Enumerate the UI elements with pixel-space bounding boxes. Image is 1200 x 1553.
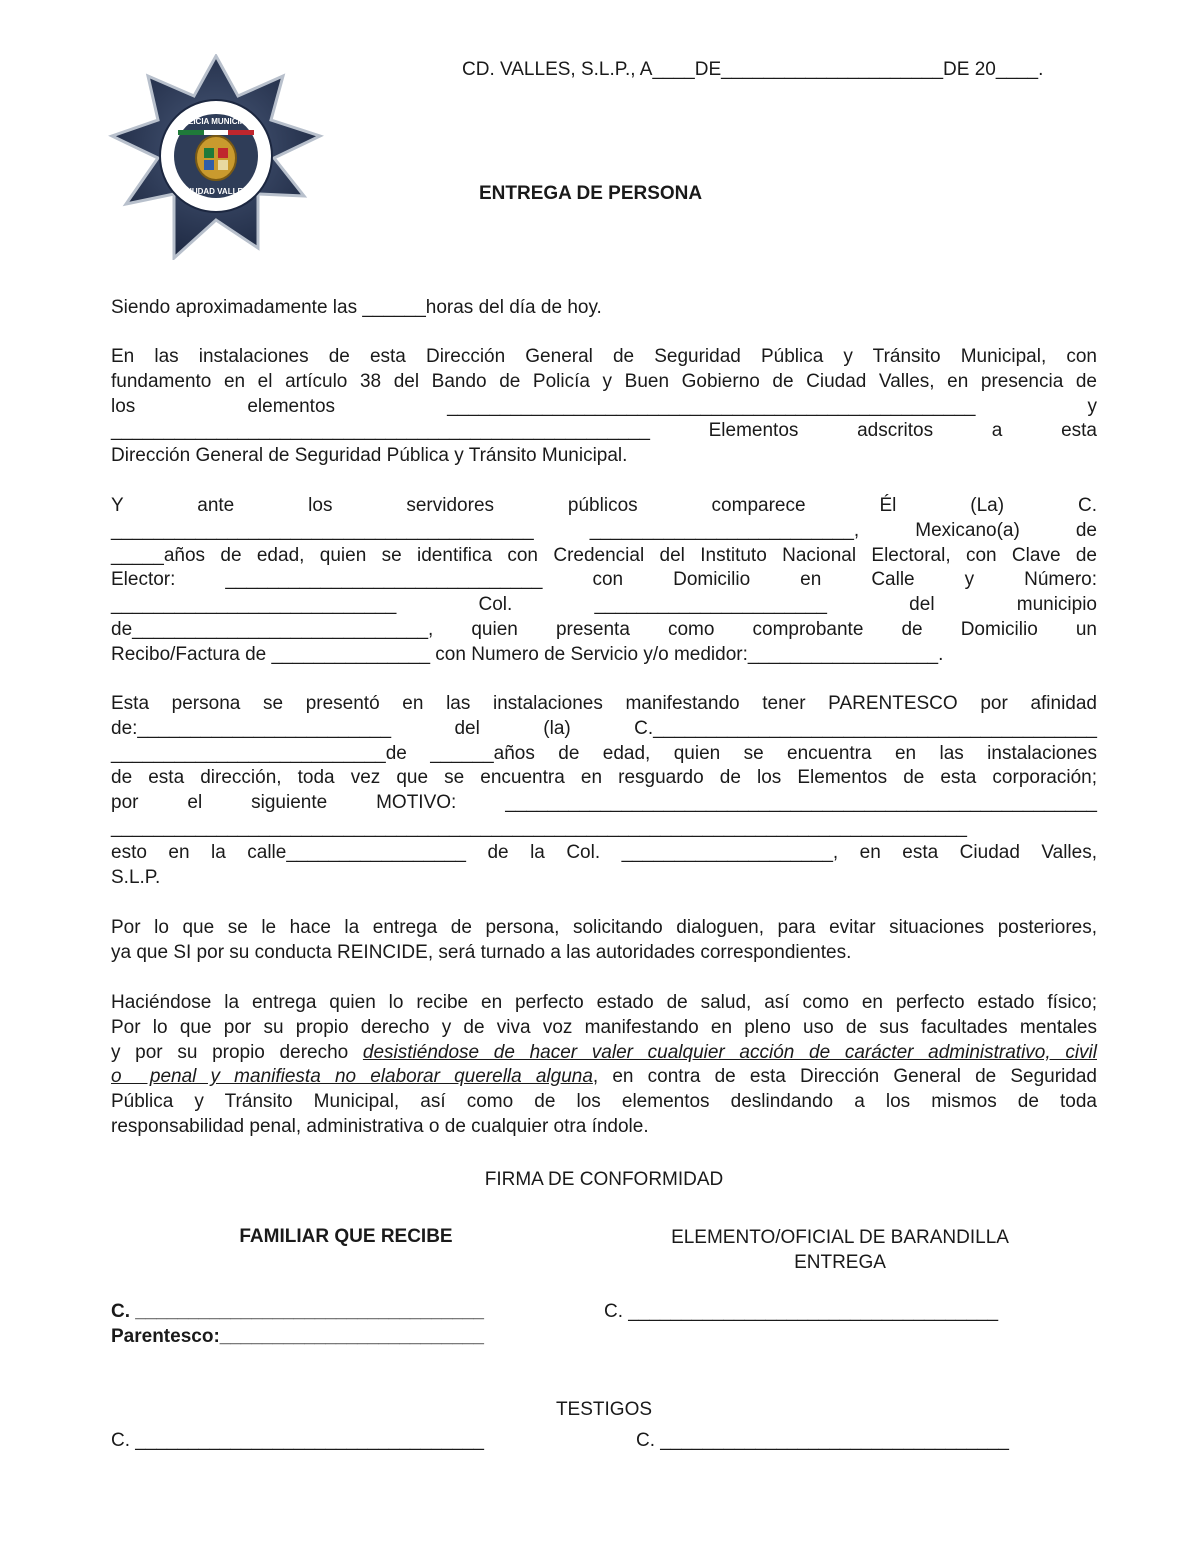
text-fragment: y por su propio derecho (111, 1041, 363, 1063)
text-line: Siendo aproximadamente las ______horas del día de hoy. (111, 297, 602, 318)
text-line: por el siguiente MOTIVO: ________________________________________________________ (111, 792, 1097, 814)
text-line: Haciéndose la entrega quien lo recibe en perfecto estado de salud, así como en perfecto estado físico; (111, 992, 1097, 1013)
left-signature-line: C. _________________________________ (111, 1301, 484, 1322)
paragraph-entrega (111, 916, 1097, 966)
parentesco-line: Parentesco:_________________________ (111, 1326, 484, 1347)
text-line: Por lo que se le hace la entrega de persona, solicitando dialoguen, para evitar situaciones posteriores, (111, 917, 1097, 938)
witness-line-1: C. _________________________________ (111, 1430, 484, 1451)
text-line: _____años de edad, quien se identifica con Credencial del Instituto Nacional Electoral, con Clave de (111, 544, 1097, 566)
text-line: ___________________________________________________ Elementos adscritos a esta (111, 420, 1097, 442)
text-line: ________________________________________ _________________________, Mexicano(a) de (111, 519, 1097, 541)
signature-heading: FIRMA DE CONFORMIDAD (484, 1169, 724, 1190)
paragraph-hour (111, 296, 1097, 321)
text-fragment: , en contra de esta Dirección General de Seguridad (592, 1066, 1097, 1088)
text-line: __________________________de ______años de edad, quien se encuentra en las instalaciones (111, 742, 1097, 764)
seal-bottom-text: CIUDAD VALLES (183, 187, 249, 196)
right-title-line: ELEMENTO/OFICIAL DE BARANDILLA (671, 1227, 1009, 1248)
paragraph-compareciente (111, 494, 1097, 668)
text-line: Recibo/Factura de _______________ con Numero de Servicio y/o medidor:__________________. (111, 643, 944, 665)
underlined-clause: desistiéndose de hacer valer cualquier acción de carácter administrativo, civil (362, 1041, 1097, 1063)
text-line: ___________________________ Col. ______________________ del municipio (111, 594, 1097, 616)
police-star-badge-icon (108, 54, 324, 260)
text-line: En las instalaciones de esta Dirección General de Seguridad Pública y Tránsito Municipal, con (111, 346, 1097, 367)
text-line: ya que SI por su conducta REINCIDE, será turnado a las autoridades correspondientes. (111, 941, 852, 963)
text-line: Elector: ______________________________ con Domicilio en Calle y Número: (111, 569, 1097, 591)
text-line: Y ante los servidores públicos comparece Él (La) C. (111, 495, 1097, 516)
text-line: Dirección General de Seguridad Pública y Tránsito Municipal. (111, 445, 628, 467)
right-title-line: ENTREGA (794, 1251, 886, 1273)
text-line: Esta persona se presentó en las instalaciones manifestando tener PARENTESCO por afinidad (111, 693, 1097, 714)
paragraph-parentesco (111, 692, 1097, 890)
text-line: los elementos __________________________________________________ y (111, 395, 1097, 417)
text-line: Pública y Tránsito Municipal, así como de los elementos deslindando a los mismos de toda (111, 1091, 1097, 1113)
text-line (111, 1065, 1097, 1090)
page-title: ENTREGA DE PERSONA (479, 183, 703, 204)
witnesses-heading: TESTIGOS (555, 1399, 653, 1420)
text-line: responsabilidad penal, administrativa o de cualquier otra índole. (111, 1115, 649, 1137)
text-line: _________________________________________________________________________________ (111, 816, 967, 838)
left-signature-title: FAMILIAR QUE RECIBE (239, 1226, 453, 1247)
paragraph-desistimiento (111, 991, 1097, 1140)
text-line: Por lo que por su propio derecho y de viva voz manifestando en pleno uso de sus facultades mentales (111, 1016, 1097, 1038)
text-line (111, 1041, 1097, 1066)
witness-line-2: C. _________________________________ (636, 1430, 1009, 1451)
right-signature-title (620, 1226, 1060, 1276)
text-line: de:________________________ del (la) C.__________________________________________ (111, 717, 1097, 739)
text-line: de____________________________, quien presenta como comprobante de Domicilio un (111, 618, 1097, 640)
text-line: de esta dirección, toda vez que se encuentra en resguardo de los Elementos de esta corporación; (111, 767, 1097, 789)
text-line: S.L.P. (111, 866, 161, 888)
seal-top-text: POLICIA MUNICIPAL (176, 117, 256, 126)
paragraph-facility (111, 345, 1097, 469)
text-line: esto en la calle_________________ de la Col. ____________________, en esta Ciudad Valles, (111, 841, 1097, 863)
underlined-clause: o penal y manifiesta no elaborar querella alguna (111, 1066, 593, 1088)
text-line: fundamento en el artículo 38 del Bando de Policía y Buen Gobierno de Ciudad Valles, en presencia de (111, 370, 1097, 392)
right-signature-line: C. ___________________________________ (604, 1301, 999, 1322)
place-date-line: CD. VALLES, S.L.P., A____DE_____________________DE 20____. (462, 59, 1044, 80)
